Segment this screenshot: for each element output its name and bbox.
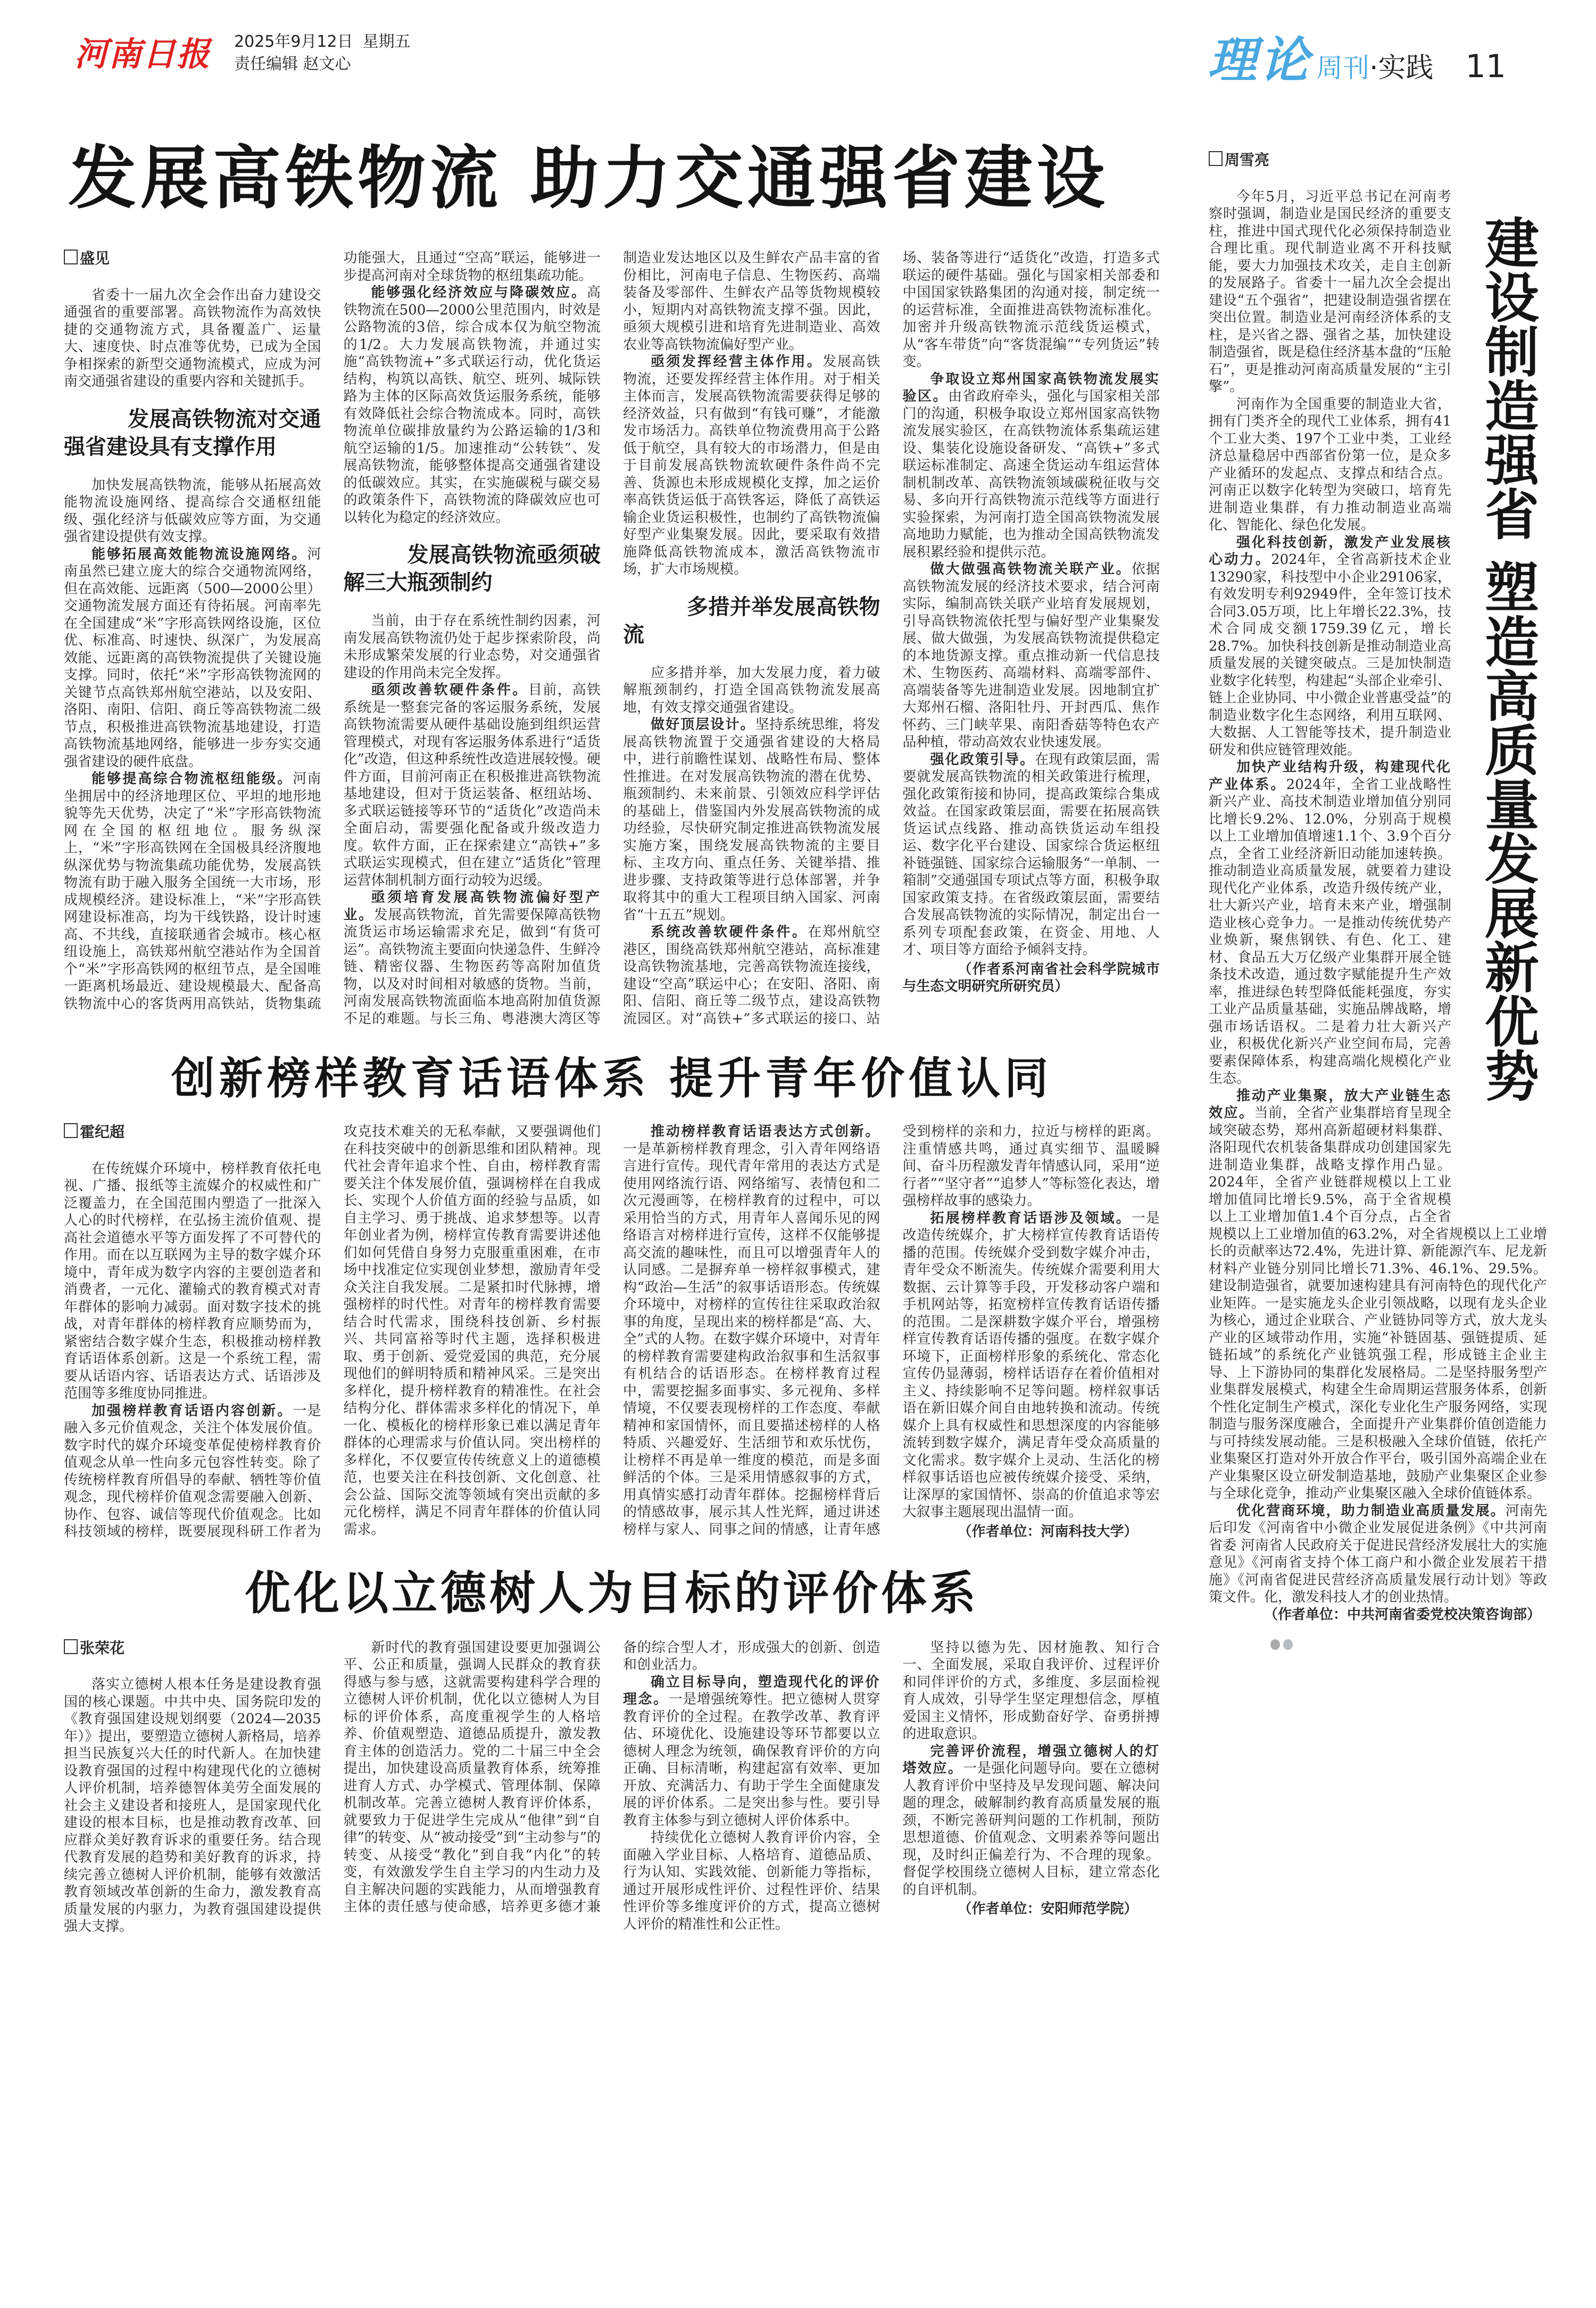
article-rail-logistics [64, 250, 1160, 1027]
paragraph-text: （作者单位：安阳师范学院） [958, 1901, 1138, 1917]
paragraph-text: （作者单位：中共河南省委党校决策咨询部） [1264, 1606, 1541, 1623]
paragraph-text: 发展高铁物流，首先需要保障高铁物流货运市场运输需求充足，做到“有货可运”。高铁物流主要面向快递急件、生鲜冷链、精密仪器、生物医药等高附加值货物，以及对时间相对敏感的货物。当前，河南发展高铁物流面临本地高附加值货源不足的难题。与长三角、粤港澳大湾区等制造业发达地区以及生鲜农产品丰富的省份相比，河南电子信息、生物医药、高端装备及零部件、生鲜农产品等货物规模较小，短期内对高铁物流支撑不强。因此，亟须大规模引进和培育先进制造业、高效农业等高铁物流偏好型产业。 [343, 250, 880, 1027]
paragraph [64, 546, 321, 771]
end-mark-dot [1283, 1639, 1293, 1650]
paragraph-text: 坚持以德为先、因材施教、知行合一、全面发展，采取自我评价、过程评价和同伴评价的方式，多维度、多层面检视育人成效，引导学生坚定理想信念，厚植爱国主义情怀，形成勤奋好学、奋勇拼搏的进取意识。 [902, 1639, 1160, 1742]
paragraph-text: 省委十一届九次全会作出奋力建设交通强省的重要部署。高铁物流作为高效快捷的交通物流方式，具备覆盖广、运量大、速度快、时点准等优势，已成为全国争相探索的新型交通物流模式，应成为河南交通强省建设的重要内容和关键抓手。 [64, 287, 321, 390]
paragraph [623, 1674, 880, 1830]
paragraph-lead: 完善评价流程，增强立德树人的灯塔效应。 [902, 1743, 1160, 1777]
byline-box-icon [64, 1639, 78, 1654]
paragraph-text: 河南先后印发《河南省中小微企业发展促进条例》《中共河南省委 河南省人民政府关于促进民营经济发展壮大的实施意见》《河南省支持个体工商户和小微企业发展若干措施》《河南省促进民营经济高质量发展行动计划》等政策文件。化，激发科技人才的创业热情。 [1209, 1502, 1547, 1605]
paragraph-text: 今年5月，习近平总书记在河南考察时强调，制造业是国民经济的重要支柱，推进中国式现代化必须保持制造业合理比重。现代制造业离不开科技赋能，要大力加强技术攻关，走自主创新的发展路子。省委十一届九次全会提出建设“五个强省”，把建设制造强省摆在突出位置。制造业是河南经济体系的支柱，是兴省之器、强省之基，加快建设制造强省，既是稳住经济基本盘的“压舱石”，更是推动河南高质量发展的“主引擎”。 [1209, 188, 1451, 395]
paragraph-lead: 做好顶层设计。 [651, 717, 755, 733]
sidebar-article-manufacturing [1209, 151, 1547, 1655]
paragraph-text: 当前，由于存在系统性制约因素，河南发展高铁物流仍处于起步探索阶段，尚未形成繁荣发展的行业态势，对交通强省建设的作用尚未完全发挥。 [343, 613, 601, 681]
paragraph [623, 716, 880, 924]
paragraph-text: 一是革新榜样教育理念，引入青年网络语言进行宣传。现代青年常用的表达方式是使用网络流行语、网络缩写、表情包和二次元漫画等，在榜样教育的过程中，可以采用恰当的方式，用青年人喜闻乐见的网络语言对榜样进行宣传，这样不仅能够提高交流的趣味性，而且可以增强青年人的认同感。二是摒弃单一榜样叙事模式，建构“政治—生活”的叙事话语形态。传统媒介环境中，对榜样的宣传往往采取政治叙事的角度，呈现出来的榜样都是“高、大、全”式的人物。在数字媒介环境中，对青年的榜样教育需要建构政治叙事和生活叙事有机结合的话语形态。在榜样教育过程中，需要挖掘多面事实、多元视角、多样情境，不仅要表现榜样的工作态度、奉献精神和家国情怀，而且要描述榜样的人格特质、兴趣爱好、生活细节和欢乐忧伤，让榜样不再是单一维度的模范，而是多面鲜活的个体。三是采用情感叙事的方式，用真情实感打动青年群体。挖掘榜样背后的情感故事，展示其人性光辉，通过讲述榜样与家人、同事之间的情感，让青年感受到榜样的亲和力，拉近与榜样的距离。注重情感共鸣，通过真实细节、温暖瞬间、奋斗历程激发青年情感认同，采用“逆行者”“坚守者”“追梦人”等标签化表达，增强榜样故事的感染力。 [623, 1124, 1160, 1538]
paragraph-text: 由省政府牵头，强化与国家相关部门的沟通，积极争取设立郑州国家高铁物流发展实验区，在高铁物流体系集疏运建设、集装化设施设备研发、“高铁+”多式联运标准制定、高速全货运动车组运营体制机制改革、高铁物流领域碳税征收与交易、多向开行高铁物流示范线等方面进行实验探索，为河南打造全国高铁物流发展高地助力赋能，也为推动全国高铁物流发展积累经验和提供示范。 [902, 388, 1160, 560]
paragraph-lead: 确立目标导向，塑造现代化的评价理念。 [623, 1674, 880, 1708]
paragraph-lead: 加快产业结构升级，构建现代化产业体系。 [1209, 759, 1451, 793]
paragraph-text: 持续优化立德树人教育评价内容，全面融入学业目标、人格培育、道德品质、行为认知、实践效能、创新能力等指标，通过开展形成性评价、过程性评价、结果性评价等多维度评价的方式，提高立德树人评价的精准性和公正性。 [623, 1830, 880, 1932]
author-affiliation-note [903, 1900, 1160, 1918]
page-number: 11 [1465, 48, 1506, 85]
headline-high-speed-rail-logistics: 发展高铁物流 助力交通强省建设 [68, 139, 1109, 218]
paragraph-text: （作者系河南省社会科学院城市与生态文明研究所研究员） [902, 961, 1160, 995]
paragraph-text: 2024年，全省高新技术企业13290家，科技型中小企业29106家，有效发明专利92949件，全年签订技术合同3.05万项，比上年增长22.3%，技术合同成交额1759.39亿元，增长28.7%。加快科技创新是推动制造业高质量发展的关键突破点。三是加快制造业数字化转型，构建起“头部企业牵引、链上企业协同、中小微企业普惠受益”的制造业数字化生态网络，利用互联网、大数据、人工智能等技术，提升制造业研发和供应链管理效能。 [1209, 552, 1451, 758]
headline-evaluation-system: 优化以立德树人为目标的评价体系 [245, 1566, 979, 1620]
byline [1209, 151, 1547, 169]
section-subheading: 多措并举发展高铁物流 [623, 594, 880, 647]
paragraph [903, 1743, 1160, 1899]
paragraph-lead: 能够拓展高效能物流设施网络。 [92, 546, 307, 562]
issue-meta [234, 31, 420, 76]
paragraph-text: 一是增强统筹性。把立德树人贯穿教育评价的全过程。在教学改革、教育评估、环境优化、设施建设等环节都要以立德树人理念为统领，确保教育评价的方向正确、目标清晰，构建起富有效率、更加开放、充满活力、有助于学生全面健康发展的评价体系。二是突出参与性。要引导教育主体参与到立德树人评价体系中。 [623, 1691, 880, 1829]
paragraph-text: 加快发展高铁物流，能够从拓展高效能物流设施网络、提高综合交通枢纽能级、强化经济与低碳效应等方面，为交通强省建设提供有效支撑。 [64, 477, 321, 545]
paragraph-text: 依据高铁物流发展的经济技术要求，结合河南实际，编制高铁关联产业培育发展规划，引导高铁物流依托型与偏好型产业集聚发展、做大做强，为发展高铁物流提供稳定的本地货源支撑。重点推动新一代信息技术、生物医药、高端材料、高端零部件、高端装备等先进制造业发展。因地制宜扩大郑州石榴、洛阳牡丹、开封西瓜、焦作怀药、三门峡苹果、南阳香菇等特色农产品种植，带动高效农业快速发展。 [902, 561, 1160, 751]
paragraph [903, 1210, 1160, 1521]
byline [64, 1123, 321, 1141]
newspaper-logo: 河南日报 [74, 35, 211, 73]
paragraph [903, 751, 1160, 959]
paragraph [623, 665, 880, 717]
section-title: 理论 [1208, 31, 1312, 89]
byline-box-icon [64, 1123, 78, 1138]
paragraph [903, 1639, 1160, 1743]
paragraph [1209, 1502, 1547, 1606]
main-column [64, 139, 1160, 1936]
paragraph-text: 当前，全省产业集群培育呈现全域突破态势，郑州高新超硬材料集群、洛阳现代农机装备集群成功创建国家先进制造业集群，战略支撑作用凸显。2024年，全省产业链群规模以上工业增加值同比增长9.5%，高于全省规模以上工业增加值1.4个百分点，占全省规模以上工业增加值的63.2%，对全省规模以上工业增长的贡献率达72.4%，先进计算、新能源汽车、尼龙新材料产业链分别同比增长71.3%、46.1%、29.5%。建设制造强省，就要加速构建具有河南特色的现代化产业矩阵。一是实施龙头企业引领战略，以现有龙头企业为核心，通过企业联合、产业链协同等方式，放大龙头产业的区域带动作用，实施“补链固基、强链提质、延链拓域”的系统化产业链筑强工程，形成链主企业主导、上下游协同的集群化发展格局。二是坚持服务型产业集群发展模式，构建全生命周期运营服务体系，创新个性化定制生产模式，深化专业化生产服务网络，实现制造与服务深度融合，全面提升产业集群价值创造能力与可持续发展动能。三是积极融入全球价值链，依托产业集聚区打造对外开放合作平台，吸引国外高端企业在产业集聚区设立研发制造基地，鼓励产业集聚区企业参与全球化竞争，推动产业集聚区融入全球价值链体系。 [1209, 1105, 1547, 1501]
byline-name: 霍纪超 [80, 1123, 125, 1141]
byline-name: 张荣花 [80, 1639, 125, 1657]
section-subheading: 发展高铁物流亟须破解三大瓶颈制约 [343, 542, 601, 595]
paragraph-text: 目前，高铁系统是一整套完备的客运服务系统，发展高铁物流需要从硬件基础设施到组织运营管理模式，对现有客运服务体系进行“适货化”改造，但这种系统性改造进展较慢。硬件方面，目前河南正在积极推进高铁物流基地建设，但对于货运装备、枢纽站场、多式联运链接等环节的“适货化”改造尚未全面启动，需要强化配备或升级改造力度。软件方面，正在探索建立“高铁+”多式联运实现模式，但在建立“适货化”管理运营体制机制方面行动较为迟缓。 [343, 682, 601, 889]
end-mark-dot [1270, 1639, 1280, 1650]
paragraph-text: 河南虽然已建立庞大的综合交通物流网络，但在高效能、远距离（500—2000公里）交通物流发展方面还有待拓展。河南率先在全国建成“米”字形高铁网络设施，区位优、标准高、时速快、纵深广，为发展高效能、远距离的高铁物流提供了关键设施支撑。同时，依托“米”字形高铁物流网的关键节点高铁郑州航空港站，以及安阳、洛阳、南阳、信阳、商丘等高铁物流二级节点，积极推进高铁物流基地建设，打造高铁物流基地网络，能够进一步夯实交通强省建设的硬件底盘。 [64, 546, 321, 770]
paragraph-lead: 亟须培育发展高铁物流偏好型产业。 [343, 890, 601, 923]
byline-box-icon [64, 250, 78, 264]
paragraph-text: 高铁物流在500—2000公里范围内，时效是公路物流的3倍，综合成本仅为航空物流的1/2。大力发展高铁物流，并通过实施“高铁物流+”多式联运行动，优化货运结构，构筑以高铁、航空、班列、城际铁路为主体的区际高效货运服务系统，能够有效降低社会综合物流成本。同时，高铁物流单位碳排放量约为公路运输的1/3和航空运输的1/5。加速推动“公转铁”、发展高铁物流，能够整体提高交通强省建设的低碳效应。其实，在实施碳税与碳交易的政策条件下，高铁物流的降碳效应也可以转化为稳定的经济效应。 [343, 285, 601, 526]
paragraph-lead: 加强榜样教育话语内容创新。 [92, 1402, 293, 1419]
paragraph-text: 在郑州航空港区，围绕高铁郑州航空港站，高标准建设高铁物流基地，完善高铁物流连接线，建设“空高”联运中心；在安阳、洛阳、南阳、信阳、商丘等二级节点，建设高铁物流园区。对“高铁+”多式联运的接口、站场、装备等进行“适货化”改造，打造多式联运的硬件基础。强化与国家相关部委和中国国家铁路集团的沟通对接，制定统一的运营标准，全面推进高铁物流标准化。加密并升级高铁物流示范线货运模式，从“客车带货”向“客货混编”“专列货运”转变。 [623, 250, 1160, 1027]
paragraph-text: 一是强化问题导向。要在立德树人教育评价中坚持及早发现问题、解决问题的理念，破解制约教育高质量发展的瓶颈，不断完善研判问题的工作机制，预防思想道德、价值观念、文明素养等问题出现，及时纠正偏差行为、不合理的现象。督促学校围绕立德树人目标，建立常态化的自评机制。 [902, 1761, 1160, 1898]
paragraph [903, 371, 1160, 561]
paragraph-text: 新时代的教育强国建设要更加强调公平、公正和质量，强调人民群众的教育获得感与参与感，这就需要构建科学合理的立德树人评价机制，优化以立德树人为目标的评价体系，高度重视学生的人格培养、价值观塑造、道德品质提升，激发教育主体的创造活力。党的二十届三中全会提出，加快建设高质量教育体系，统筹推进育人方式、办学模式、管理体制、保障机制改革。完善立德树人教育评价体系，就要致力于促进学生完成从“他律”到“自律”的转变、从“被动接受”到“主动参与”的转变、从接受“教化”到自我“内化”的转变，有效激发学生自主学习的内生动力及自主解决问题的实践能力，从而增强教育主体的责任感与使命感，培养更多德才兼备的综合型人才，形成强大的创新、创造和创业活力。 [343, 1639, 880, 1915]
paragraph-lead: 做大做强高铁物流关联产业。 [930, 561, 1132, 578]
paragraph-text: 在传统媒介环境中，榜样教育依托电视、广播、报纸等主流媒介的权威性和广泛覆盖力，在全国范围内塑造了一批深入人心的时代榜样，在弘扬主流价值观、提高社会道德水平等方面发挥了不可替代的作用。而在以互联网为主导的数字媒介环境中，青年成为数字内容的主要创造者和消费者，一元化、灌输式的教育模式对青年群体的影响力减弱。面对数字技术的挑战，对青年群体的榜样教育应顺势而为，紧密结合数字媒介生态，积极推动榜样教育话语体系创新。这是一个系统工程，需要从话语内容、话语表达方式、话语涉及范围等多维度协同推进。 [64, 1160, 321, 1402]
byline-name: 周雪亮 [1225, 151, 1270, 169]
paragraph [64, 1676, 321, 1936]
sidebar-vertical-headline: 建设制造强省 塑造高质量发展新优势 [1476, 214, 1539, 1102]
paragraph-lead: 强化科技创新，激发产业发展核心动力。 [1209, 534, 1451, 568]
section-subtitle: ·实践 [1369, 52, 1434, 84]
paragraph-text: 落实立德树人根本任务是建设教育强国的核心课题。中共中央、国务院印发的《教育强国建设规划纲要（2024—2035年）》提出，要塑造立德树人新格局，培养担当民族复兴大任的时代新人。在加快建设教育强国的过程中构建现代化的立德树人评价机制，培养德智体美劳全面发展的社会主义建设者和接班人，是国家现代化建设的根本目标，也是推动教育改革、回应群众美好教育诉求的重要任务。结合现代教育发展的趋势和美好教育的诉求，持续完善立德树人评价机制，能够有效激活教育领域改革创新的生命力，激发教育高质量发展的内驱力，为教育强国建设提供强大支撑。 [64, 1676, 321, 1935]
paragraph-text: 发展高铁物流，还要发挥经营主体作用。对于相关主体而言，发展高铁物流需要获得足够的经济效益，只有做到“有钱可赚”，才能激发市场活力。高铁单位物流费用高于公路低于航空，具有较大的市场潜力，但是由于目前发展高铁物流软硬件条件尚不完善、货源也未形成规模化支撑，加之运价率高铁货运低于高铁客运，降低了高铁运输企业货运积极性，也制约了高铁物流偏好型产业集聚发展。因此，要采取有效措施降低高铁物流成本，激活高铁物流市场，扩大市场规模。 [623, 354, 880, 578]
paragraph [903, 561, 1160, 751]
byline-box-icon [1209, 151, 1223, 166]
paragraph [64, 1160, 321, 1402]
paragraph-lead: 亟须改善软硬件条件。 [371, 682, 528, 699]
paragraph [344, 612, 601, 682]
paragraph-lead: 系统改善软硬件条件。 [651, 924, 808, 941]
paragraph-text: 在现有政策层面，需要就发展高铁物流的相关政策进行梳理，强化政策衔接和协同，提高政策综合集成效益。在国家政策层面，需要在拓展高铁货运试点线路、推动高铁货运动车组投运、数字化平台建设、国家综合货运枢纽补链强链、国家综合运输服务“一单制、一箱制”交通强国专项试点等方面，积极争取国家政策支持。在省级政策层面，需要结合发展高铁物流的实际情况，制定出台一系列专项配套政策，在资金、用地、人才、项目等方面给予倾斜支持。 [902, 751, 1160, 958]
paragraph-text: 一是改造传统媒介，扩大榜样宣传教育话语传播的范围。传统媒介受到数字媒介冲击，青年受众不断流失。传统媒介需要利用大数据、云计算等手段，开发移动客户端和手机网站等，拓宽榜样宣传教育话语传播的范围。二是深耕数字媒介平台，增强榜样宣传教育话语传播的强度。在数字媒介环境下，正面榜样形象的系统化、常态化宣传仍显薄弱，榜样话语存在着价值相对主义、持续影响不足等问题。榜样叙事话语在新旧媒介间自由地转换和流动。传统媒介上具有权威性和思想深度的内容能够流转到数字媒介，满足青年受众高质量的文化需求。数字媒介上灵动、生活化的榜样叙事话语也应被传统媒介接受、采纳，让深厚的家国情怀、崇高的价值追求等宏大叙事主题展现出温情一面。 [902, 1210, 1160, 1521]
author-affiliation-note [903, 1523, 1160, 1541]
paragraph-text: 2024年，全省工业战略性新兴产业、高技术制造业增加值分别同比增长9.2%、12.0%，分别高于规模以上工业增加值增速1.1个、3.9个百分点，全省工业经济新旧动能加速转换。推动制造业高质量发展，就要着力建设现代化产业体系，改造升级传统产业，壮大新兴产业，培育未来产业，增强制造业核心竞争力。一是推动传统优势产业焕新，聚焦钢铁、有色、化工、建材、食品五大万亿级产业集群开展全链条技术改造，通过数字赋能提升生产效率，推进绿色转型降低能耗强度，夯实工业产品质量基础，实施品牌战略，增强市场话语权。二是着力壮大新兴产业，积极优化新兴产业空间布局，完善要素保障体系，构建高端化规模化产业生态。 [1209, 776, 1451, 1086]
byline-name: 盛见 [80, 250, 110, 268]
paragraph [64, 477, 321, 546]
paragraph-lead: 能够提高综合物流枢纽能级。 [92, 771, 293, 787]
paragraph-text: 一是融入多元价值观念，关注个体发展价值。数字时代的媒介环境变革促使榜样教育价值观念从单一性向多元包容性转变。除了传统榜样教育所倡导的奉献、牺牲等价值观念，现代榜样价值观念需要融入创新、协作、包容、诚信等现代价值观念。比如科技领域的榜样，既要展现科研工作者为攻克技术难关的无私奉献，又要强调他们在科技突破中的创新思维和团队精神。现代社会青年追求个性、自由，榜样教育需要关注个体发展价值，强调榜样在自我成长、实现个人价值方面的经验与品质，如自主学习、勇于挑战、追求梦想等。以青年创业者为例，榜样宣传教育需要讲述他们如何凭借自身努力克服重重困难，在市场中找准定位实现创业梦想，激励青年受众关注自我发展。二是紧扣时代脉搏，增强榜样的时代性。对青年的榜样教育需要结合时代需求，围绕科技创新、乡村振兴、共同富裕等时代主题，选择积极进取、勇于创新、爱党爱国的典范，充分展现他们的鲜明特质和精神风采。三是突出多样化，提升榜样教育的精准性。在社会结构分化、群体需求多样化的情况下，单一化、模板化的榜样形象已难以满足青年群体的心理需求与价值认同。突出榜样的多样化，不仅要宣传传统意义上的道德模范，也要关注在科技创新、文化创意、社会公益、国际交流等领域有突出贡献的多元化榜样，满足不同青年群体的价值认同需求。 [64, 1124, 601, 1540]
article-role-model-education [64, 1123, 1160, 1541]
paragraph-text: （作者单位：河南科技大学） [958, 1523, 1138, 1540]
paragraph [344, 284, 601, 526]
paragraph-lead: 推动产业集聚，放大产业链生态效应。 [1209, 1087, 1451, 1121]
paragraph-lead: 优化营商环境，助力制造业高质量发展。 [1236, 1502, 1506, 1519]
paragraph [344, 682, 601, 889]
paragraph [623, 1829, 880, 1933]
issue-weekday: 星期五 [362, 32, 411, 51]
author-affiliation-note [1209, 1606, 1547, 1624]
issue-date: 2025年9月12日 [234, 32, 353, 51]
paragraph-text: 河南作为全国重要的制造业大省，拥有门类齐全的现代工业体系，拥有41个工业大类、197个工业中类，工业经济总量稳居中西部省份第一位，是众多产业循环的发起点、支撑点和结合点。河南正以数字化转型为突破口，培育先进制造业集群，有力推动制造业高端化、智能化、绿色化发展。 [1209, 396, 1451, 533]
section-header [1208, 21, 1506, 92]
paragraph-text: 坚持系统思维，将发展高铁物流置于交通强省建设的大格局中，进行前瞻性谋划、战略性布局、整体性推进。在对发展高铁物流的潜在优势、瓶颈制约、未来前景、引领效应科学评估的基础上，借鉴国内外发展高铁物流的成功经验，尽快研究制定推进高铁物流发展实施方案，围绕发展高铁物流的主要目标、主攻方向、重点任务、关键举措、推进步骤、支持政策等进行总体部署，并争取将其中的重大工程项目纳入国家、河南省“十五五”规划。 [623, 717, 880, 923]
paragraph-lead: 亟须发挥经营主体作用。 [651, 354, 823, 370]
paragraph-lead: 强化政策引导。 [930, 751, 1035, 768]
author-affiliation-note [903, 961, 1160, 995]
paragraph-lead: 争取设立郑州国家高铁物流发展实验区。 [902, 371, 1160, 405]
end-mark [1209, 1623, 1547, 1655]
paragraph-text: 河南坐拥居中的经济地理区位、平坦的地形地貌等先天优势，决定了“米”字形高铁物流网在全国的枢纽地位。服务纵深上，“米”字形高铁网在全国极具经济腹地纵深优势与物流集疏功能优势，发展高铁物流有助于融入服务全国统一大市场，形成规模经济。建设标准上，“米”字形高铁网建设标准高，均为干线铁路，设计时速高、不共线，直接联通省会城市。核心枢纽设施上，高铁郑州航空港站作为全国首个“米”字形高铁网的枢纽节点，是全国唯一距离机场最近、建设规模最大、配备高铁物流中心的客货两用高铁站，货物集疏功能强大，且通过“空高”联运，能够进一步提高河南对全球货物的枢纽集疏功能。 [64, 250, 601, 1012]
paragraph-lead: 推动榜样教育话语表达方式创新。 [651, 1124, 880, 1140]
paragraph-lead: 拓展榜样教育话语涉及领域。 [930, 1210, 1132, 1226]
section-subheading: 发展高铁物流对交通强省建设具有支撑作用 [64, 406, 321, 459]
paragraph [623, 353, 880, 578]
section-weekly: 周刊 [1316, 53, 1370, 84]
byline [64, 250, 321, 268]
byline [64, 1639, 321, 1657]
paragraph [64, 287, 321, 391]
paragraph-text: 应多措并举，加大发展力度，着力破解瓶颈制约，打造全国高铁物流发展高地，有效支撑交通强省建设。 [623, 665, 880, 716]
article-evaluation-system [64, 1639, 1160, 1936]
paragraph-lead: 能够强化经济效应与降碳效应。 [371, 285, 587, 301]
responsible-editor: 责任编辑 赵文心 [234, 55, 351, 73]
headline-role-model-education: 创新榜样教育话语体系 提升青年价值认同 [171, 1053, 1053, 1105]
